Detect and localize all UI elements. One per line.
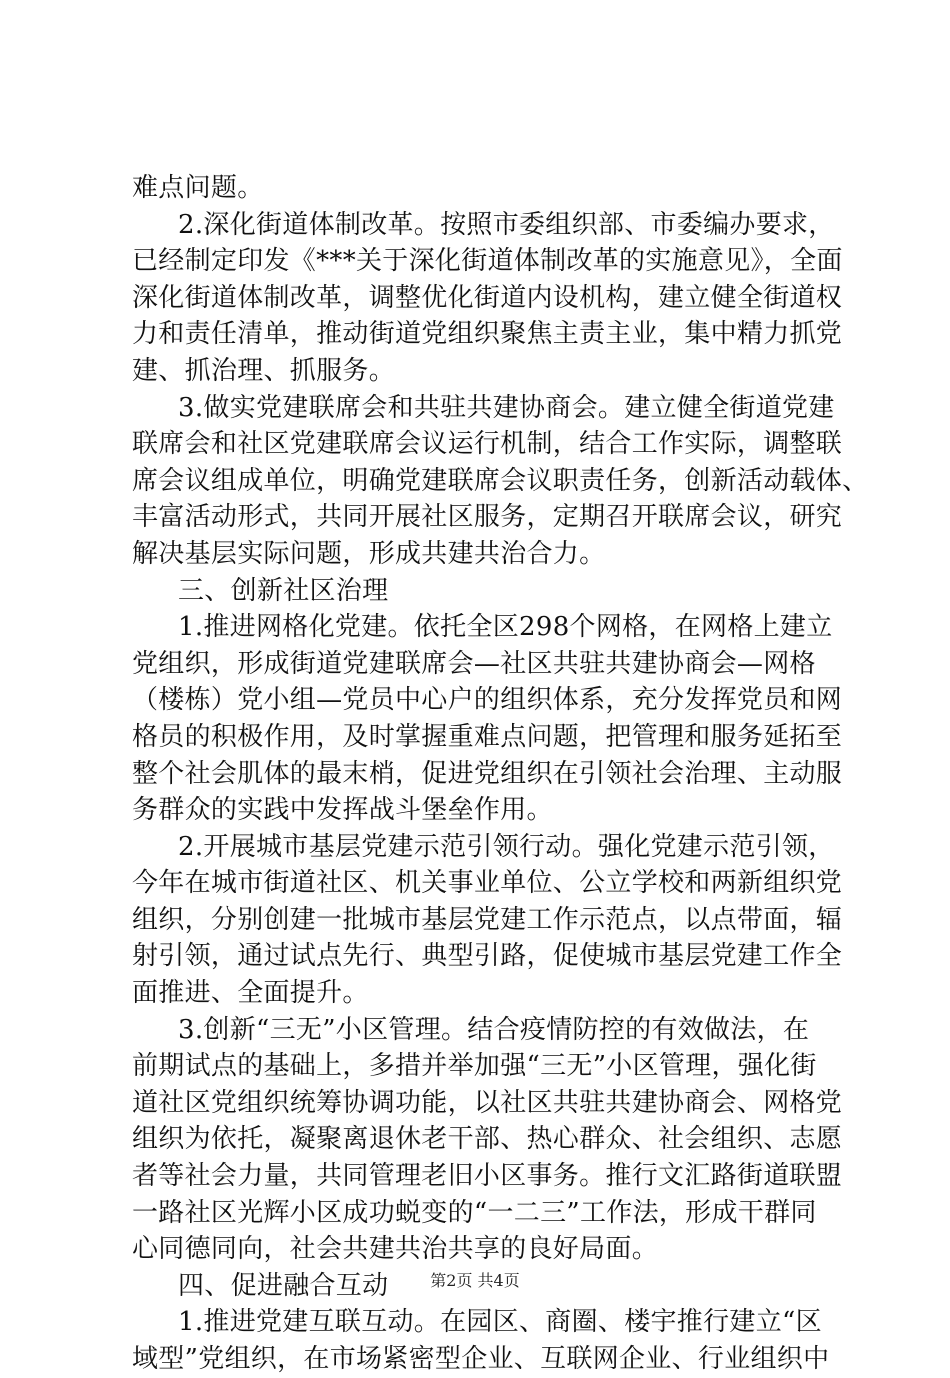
document-body — [132, 170, 869, 1378]
text-line: 2.开展城市基层党建示范引领行动。强化党建示范引领， — [178, 831, 835, 862]
text-line: 已经制定印发《***关于深化街道体制改革的实施意见》，全面 — [132, 246, 843, 277]
text-line: 力和责任清单，推动街道党组织聚焦主责主业，集中精力抓党 — [132, 319, 843, 350]
text-line: 面推进、全面提升。 — [132, 978, 369, 1009]
page-footer: 第2页 共4页 — [430, 1271, 520, 1290]
text-line: 1.推进党建互联互动。在园区、商圈、楼宇推行建立“区 — [178, 1307, 822, 1338]
text-line: 格员的积极作用，及时掌握重难点问题，把管理和服务延拓至 — [132, 721, 843, 752]
text-line: 3.创新“三无”小区管理。结合疫情防控的有效做法，在 — [178, 1014, 810, 1045]
text-line: 建、抓治理、抓服务。 — [132, 355, 396, 386]
text-line: 2.深化街道体制改革。按照市委组织部、市委编办要求， — [178, 209, 835, 240]
text-line: （楼栋）党小组—党员中心户的组织体系，充分发挥党员和网 — [132, 685, 843, 716]
text-line: 三、创新社区治理 — [178, 575, 389, 606]
text-line: 道社区党组织统筹协调功能，以社区共驻共建协商会、网格党 — [132, 1087, 843, 1118]
text-line: 3.做实党建联席会和共驻共建协商会。建立健全街道党建 — [178, 392, 835, 423]
text-line: 域型”党组织，在市场紧密型企业、互联网企业、行业组织中 — [132, 1344, 830, 1374]
text-line: 组织为依托，凝聚离退休老干部、热心群众、社会组织、志愿 — [132, 1124, 843, 1155]
text-line: 席会议组成单位，明确党建联席会议职责任务，创新活动载体、 — [132, 465, 869, 496]
text-line: 心同德同向，社会共建共治共享的良好局面。 — [132, 1234, 659, 1265]
text-line: 四、促进融合互动 — [178, 1270, 389, 1301]
text-line: 务群众的实践中发挥战斗堡垒作用。 — [132, 795, 553, 826]
text-line: 一路社区光辉小区成功蜕变的“一二三”工作法，形成干群同 — [132, 1197, 817, 1228]
text-line: 1.推进网格化党建。依托全区298个网格，在网格上建立 — [178, 612, 833, 643]
text-line: 联席会和社区党建联席会议运行机制，结合工作实际，调整联 — [132, 429, 843, 460]
text-line: 深化街道体制改革，调整优化街道内设机构，建立健全街道权 — [132, 282, 843, 313]
text-line: 今年在城市街道社区、机关事业单位、公立学校和两新组织党 — [132, 868, 843, 899]
text-line: 者等社会力量，共同管理老旧小区事务。推行文汇路街道联盟 — [132, 1161, 843, 1192]
text-line: 前期试点的基础上，多措并举加强“三无”小区管理，强化街 — [132, 1051, 817, 1082]
text-line: 丰富活动形式，共同开展社区服务，定期召开联席会议，研究 — [132, 502, 843, 533]
text-line: 党组织，形成街道党建联席会—社区共驻共建协商会—网格 — [132, 648, 816, 679]
text-line: 射引领，通过试点先行、典型引路，促使城市基层党建工作全 — [132, 941, 843, 972]
text-line: 解决基层实际问题，形成共建共治合力。 — [132, 538, 606, 569]
text-line: 整个社会肌体的最末梢，促进党组织在引领社会治理、主动服 — [132, 758, 843, 789]
text-line: 组织，分别创建一批城市基层党建工作示范点，以点带面，辐 — [132, 904, 843, 935]
text-line: 难点问题。 — [132, 173, 264, 203]
